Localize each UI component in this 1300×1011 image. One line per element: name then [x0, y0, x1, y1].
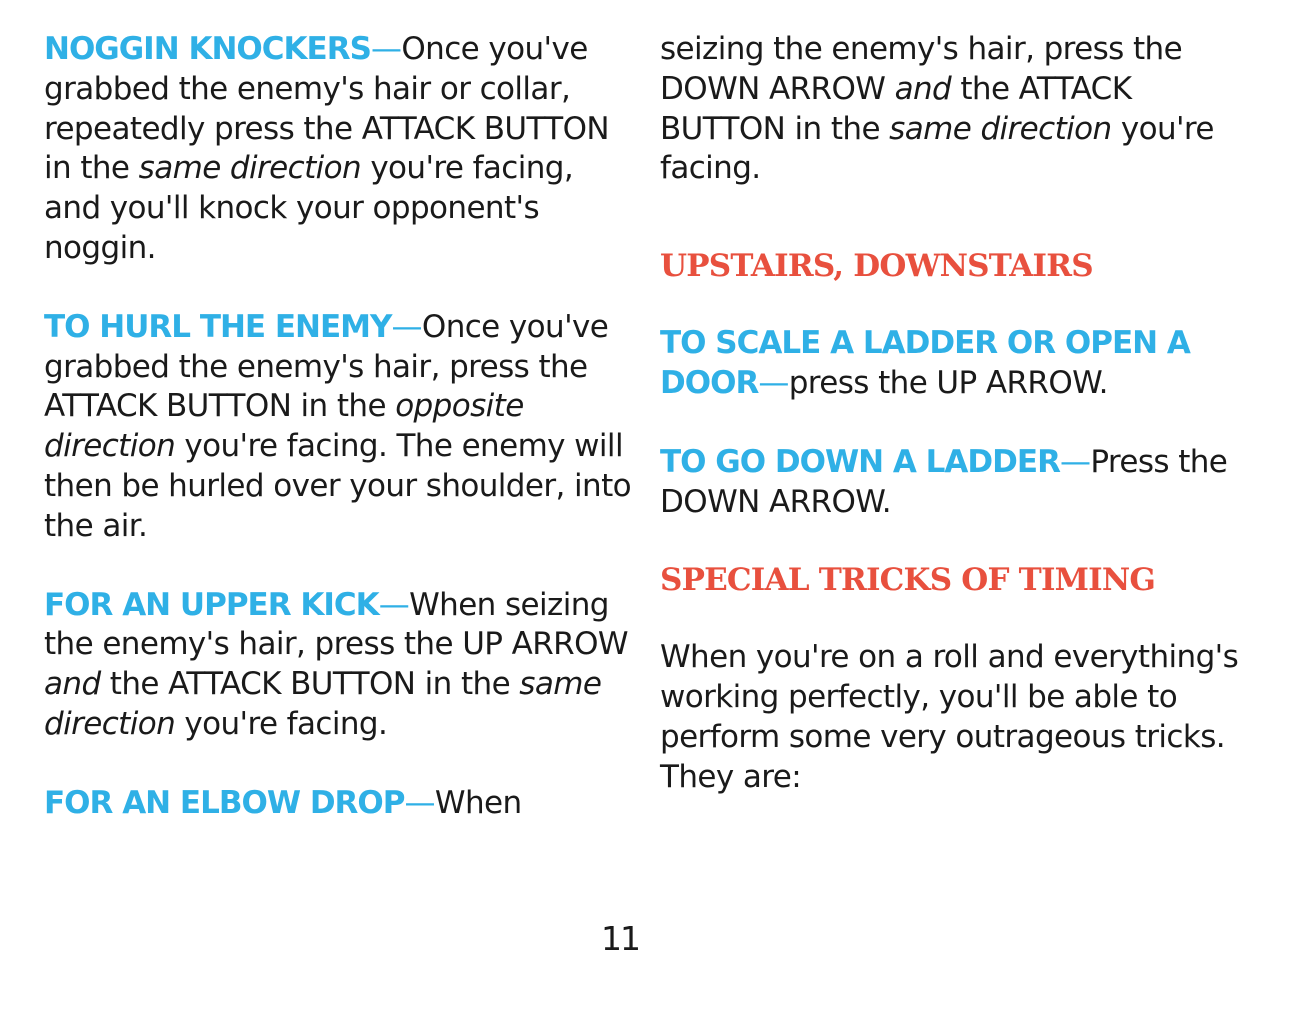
elbow-drop-cont-italic-1: and [894, 70, 952, 107]
noggin-knockers-italic-1: same direction [138, 150, 362, 187]
down-ladder-entry [660, 443, 1260, 523]
timing-paragraph: When you're on a roll and everything's working perfectly, you'll be able to perform some very outrageous tricks. They are: [660, 639, 1239, 795]
hurl-enemy-title: TO HURL THE ENEMY [44, 308, 392, 345]
elbow-drop-text-1: When [434, 784, 522, 821]
upper-kick-dash: — [378, 586, 410, 623]
elbow-drop-title: FOR AN ELBOW DROP [44, 784, 405, 821]
noggin-knockers-title: NOGGIN KNOCKERS [44, 31, 371, 67]
upper-kick-italic-2: same direction [44, 666, 602, 742]
down-ladder-title: TO GO DOWN A LADDER [660, 443, 1060, 480]
scale-ladder-text-1: press the UP ARROW. [788, 364, 1108, 401]
elbow-drop-cont-text-2: the ATTACK BUTTON in the [660, 70, 1132, 147]
down-ladder-text-1: Press the DOWN ARROW. [660, 443, 1228, 520]
elbow-drop-entry [44, 784, 634, 824]
elbow-drop-continued [660, 30, 1260, 189]
upper-kick-entry [44, 586, 634, 745]
right-column [660, 30, 1260, 798]
noggin-knockers-text-2: you're facing, and you'll knock your opponent's noggin. [44, 150, 574, 266]
upper-kick-text-3: you're facing. [175, 705, 388, 742]
elbow-drop-cont-text-1: seizing the enemy's hair, press the DOWN ARROW [660, 31, 1183, 107]
noggin-knockers-entry [44, 30, 634, 269]
scale-ladder-entry [660, 324, 1260, 404]
upper-kick-title: FOR AN UPPER KICK [44, 586, 379, 623]
section-heading-upstairs-downstairs: UPSTAIRS, DOWNSTAIRS [660, 248, 1093, 285]
noggin-knockers-dash: — [370, 31, 402, 67]
hurl-enemy-entry [44, 308, 634, 547]
hurl-enemy-dash: — [391, 308, 422, 345]
upper-kick-text-1: When seizing the enemy's hair, press the UP ARROW [44, 586, 628, 663]
elbow-drop-cont-italic-2: same direction [889, 110, 1112, 147]
hurl-enemy-text-1: Once you've grabbed the enemy's hair, press the ATTACK BUTTON in the [44, 308, 609, 425]
elbow-drop-dash: — [404, 784, 435, 821]
hurl-enemy-text-2: you're facing. The enemy will then be hurled over your shoulder, into the air. [44, 428, 631, 544]
page-number: 11 [601, 919, 639, 958]
down-ladder-dash: — [1059, 443, 1091, 480]
upper-kick-text-2: the ATTACK BUTTON in the [100, 666, 520, 703]
scale-ladder-title: TO SCALE A LADDER OR OPEN A DOOR [660, 325, 1190, 401]
scale-ladder-dash: — [758, 364, 789, 401]
upper-kick-italic-1: and [44, 666, 101, 703]
noggin-knockers-text-1: Once you've grabbed the enemy's hair or collar, repeatedly press the ATTACK BUTTON in the [44, 31, 609, 187]
section-heading-special-tricks: SPECIAL TRICKS OF TIMING [660, 562, 1156, 599]
hurl-enemy-italic-1: opposite direction [44, 388, 524, 465]
left-column [44, 30, 634, 824]
elbow-drop-cont-text-3: you're facing. [660, 110, 1214, 187]
